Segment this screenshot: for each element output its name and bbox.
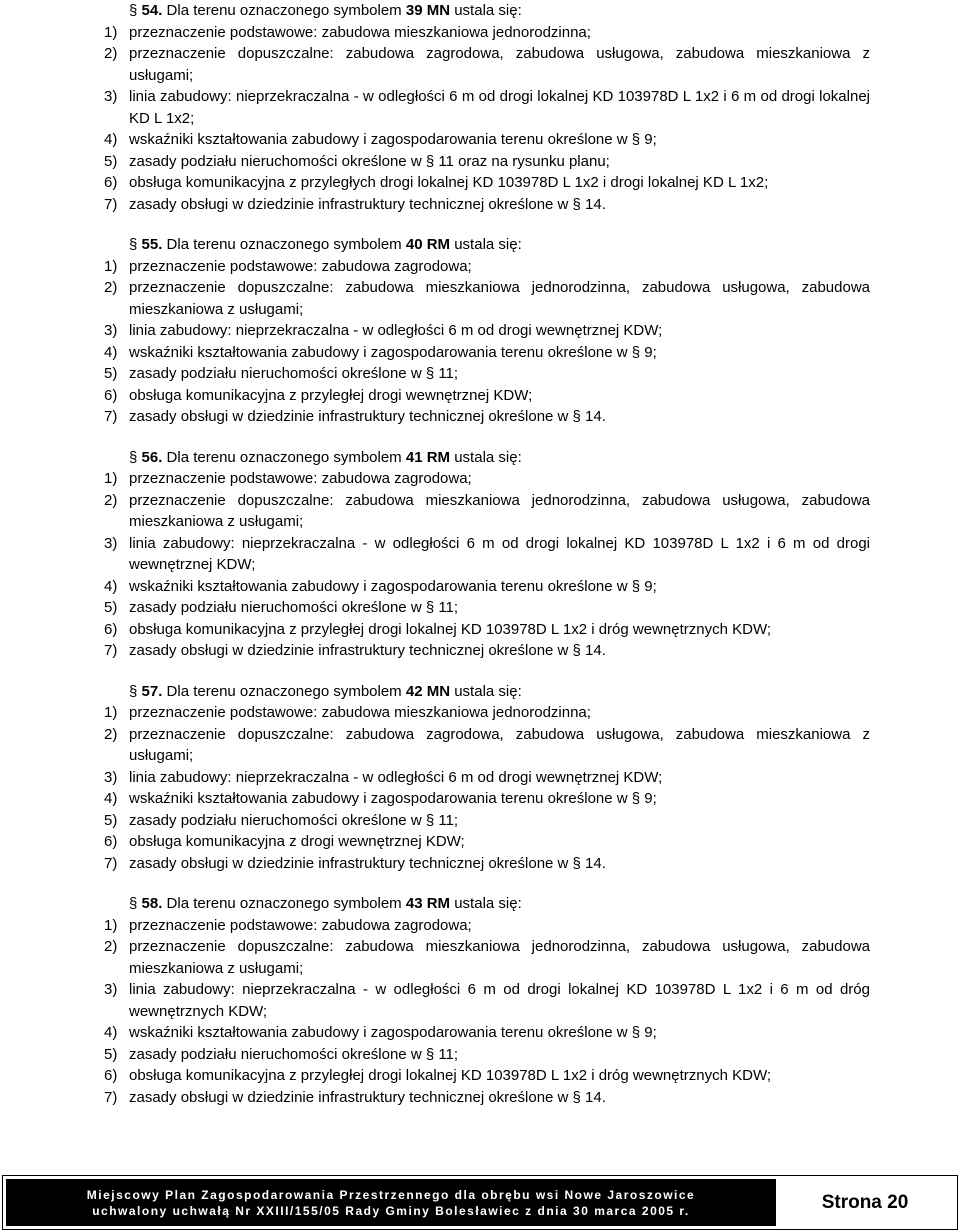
list-item-number: 7) — [104, 1088, 118, 1106]
list-item-number: 5) — [104, 599, 118, 616]
list-item-text: wskaźniki kształtowania zabudowy i zagospodarowania terenu określone w § 9; — [129, 577, 657, 595]
list-item-text: zasady podziału nieruchomości określone w § 11; — [129, 1045, 459, 1063]
list-item-text: wskaźniki kształtowania zabudowy i zagospodarowania terenu określone w § 9; — [129, 343, 657, 361]
list-item — [104, 936, 870, 979]
list-item — [104, 363, 870, 385]
section-58 — [104, 893, 870, 1108]
list-item — [104, 172, 870, 194]
section-symbol: 41 RM — [405, 448, 451, 466]
list-item-number: 2) — [104, 938, 118, 955]
section-intro: Dla terenu oznaczonego symbolem — [166, 236, 402, 253]
list-item-number: 4) — [104, 577, 118, 595]
section-number: 56. — [141, 448, 163, 466]
list-item-text: zasady podziału nieruchomości określone w § 11; — [129, 365, 459, 382]
section-outro: ustala się: — [454, 448, 522, 466]
list-item — [104, 129, 870, 151]
list-item-text: obsługa komunikacyjna z przyległej drogi lokalnej KD 103978D L 1x2 i dróg wewnętrznych KDW; — [129, 1067, 771, 1084]
list-item — [104, 320, 870, 342]
list-item — [104, 619, 870, 641]
list-item-number: 4) — [104, 343, 118, 361]
section-outro: ustala się: — [454, 682, 522, 700]
list-item-text: linia zabudowy: nieprzekraczalna - w odległości 6 m od drogi wewnętrznej KDW; — [129, 322, 663, 339]
list-item-number: 6) — [104, 833, 118, 850]
list-item-number: 3) — [104, 768, 118, 786]
section-number: 57. — [141, 682, 163, 700]
section-54 — [104, 0, 870, 215]
section-intro: Dla terenu oznaczonego symbolem — [166, 448, 402, 466]
list-item-text: linia zabudowy: nieprzekraczalna - w odległości 6 m od drogi lokalnej KD 103978D L 1x2 i 6 m od drogi lokalnej KD L 1x2; — [129, 88, 870, 127]
list-item — [104, 810, 870, 832]
section-intro: Dla terenu oznaczonego symbolem — [166, 682, 402, 700]
list-item-number: 3) — [104, 88, 118, 105]
list-item-text: linia zabudowy: nieprzekraczalna - w odległości 6 m od drogi lokalnej KD 103978D L 1x2 i 6 m od drogi wewnętrznej KDW; — [129, 534, 870, 573]
paragraph-sign: § — [129, 2, 142, 19]
list-item — [104, 468, 870, 490]
section-heading — [129, 0, 870, 22]
list-item — [104, 702, 870, 724]
list-item-number: 5) — [104, 1045, 118, 1063]
section-symbol: 40 RM — [405, 236, 451, 253]
list-item-number: 3) — [104, 322, 118, 339]
section-outro: ustala się: — [454, 236, 522, 253]
list-item — [104, 256, 870, 278]
footer-title-line-1: Miejscowy Plan Zagospodarowania Przestrzennego dla obrębu wsi Nowe Jaroszowice — [86, 1187, 696, 1202]
list-item — [104, 576, 870, 598]
paragraph-sign: § — [129, 448, 142, 466]
section-outro: ustala się: — [454, 2, 522, 19]
list-item-text: przeznaczenie dopuszczalne: zabudowa zagrodowa, zabudowa usługowa, zabudowa mieszkaniowa z usługami; — [129, 45, 870, 84]
list-item-text: zasady obsługi w dziedzinie infrastruktury technicznej określone w § 14. — [129, 408, 606, 425]
list-item-text: obsługa komunikacyjna z przyległej drogi wewnętrznej KDW; — [129, 386, 533, 404]
list-item-text: zasady podziału nieruchomości określone w § 11 oraz na rysunku planu; — [129, 152, 610, 170]
list-item-text: obsługa komunikacyjna z przyległych drogi lokalnej KD 103978D L 1x2 i drogi lokalnej KD L 1x2; — [129, 174, 769, 191]
list-item-number: 5) — [104, 811, 118, 829]
list-item-number: 4) — [104, 790, 118, 807]
list-item-text: zasady podziału nieruchomości określone w § 11; — [129, 811, 459, 829]
list-item-text: zasady podziału nieruchomości określone w § 11; — [129, 599, 459, 616]
list-item — [104, 43, 870, 86]
list-item — [104, 22, 870, 44]
section-heading — [129, 447, 870, 469]
list-item-text: wskaźniki kształtowania zabudowy i zagospodarowania terenu określone w § 9; — [129, 790, 657, 807]
list-item-number: 4) — [104, 131, 118, 148]
list-item-text: obsługa komunikacyjna z drogi wewnętrznej KDW; — [129, 833, 465, 850]
paragraph-sign: § — [129, 895, 142, 912]
section-symbol: 39 MN — [405, 2, 451, 19]
list-item-number: 2) — [104, 491, 118, 509]
footer-inner — [6, 1179, 954, 1226]
list-item-number: 5) — [104, 365, 118, 382]
list-item — [104, 1044, 870, 1066]
list-item-text: przeznaczenie dopuszczalne: zabudowa zagrodowa, zabudowa usługowa, zabudowa mieszkaniowa z usługami; — [129, 725, 870, 764]
list-item — [104, 831, 870, 853]
section-heading — [129, 681, 870, 703]
section-number: 58. — [141, 895, 163, 912]
list-item — [104, 979, 870, 1022]
list-item-number: 5) — [104, 152, 118, 170]
list-item — [104, 640, 870, 662]
list-item-number: 6) — [104, 386, 118, 404]
list-item-number: 7) — [104, 642, 118, 659]
list-item-text: przeznaczenie dopuszczalne: zabudowa mieszkaniowa jednorodzinna, zabudowa usługowa, zabudowa mieszkaniowa z usługami; — [129, 938, 870, 977]
list-item-number: 1) — [104, 470, 118, 487]
section-number: 54. — [141, 2, 163, 19]
list-item-text: przeznaczenie podstawowe: zabudowa mieszkaniowa jednorodzinna; — [129, 704, 591, 721]
section-symbol: 42 MN — [405, 682, 451, 700]
list-item-number: 6) — [104, 1067, 118, 1084]
section-55 — [104, 234, 870, 428]
footer-title-block — [6, 1179, 776, 1226]
list-item-text: przeznaczenie podstawowe: zabudowa zagrodowa; — [129, 916, 472, 934]
list-item-text: wskaźniki kształtowania zabudowy i zagospodarowania terenu określone w § 9; — [129, 1024, 657, 1041]
section-intro: Dla terenu oznaczonego symbolem — [166, 2, 402, 19]
list-item — [104, 1087, 870, 1109]
list-item-number: 2) — [104, 45, 118, 62]
list-item-text: zasady obsługi w dziedzinie infrastruktury technicznej określone w § 14. — [129, 1088, 606, 1106]
list-item-number: 1) — [104, 257, 118, 275]
page-footer — [2, 1175, 958, 1230]
list-item-number: 1) — [104, 704, 118, 721]
list-item-text: przeznaczenie podstawowe: zabudowa zagrodowa; — [129, 470, 472, 487]
list-item-number: 1) — [104, 23, 118, 41]
footer-title-line-2: uchwalony uchwałą Nr XXIII/155/05 Rady Gminy Bolesławiec z dnia 30 marca 2005 r. — [92, 1203, 690, 1218]
list-item — [104, 1022, 870, 1044]
list-item — [104, 277, 870, 320]
list-item-number: 6) — [104, 620, 118, 638]
list-item-text: zasady obsługi w dziedzinie infrastruktury technicznej określone w § 14. — [129, 195, 606, 213]
list-item-text: obsługa komunikacyjna z przyległej drogi lokalnej KD 103978D L 1x2 i dróg wewnętrznych KDW; — [129, 620, 771, 638]
list-item-text: zasady obsługi w dziedzinie infrastruktury technicznej określone w § 14. — [129, 854, 606, 872]
list-item — [104, 724, 870, 767]
list-item — [104, 915, 870, 937]
section-heading — [129, 234, 870, 256]
section-symbol: 43 RM — [405, 895, 451, 912]
list-item-number: 4) — [104, 1024, 118, 1041]
list-item — [104, 342, 870, 364]
list-item — [104, 788, 870, 810]
paragraph-sign: § — [129, 236, 142, 253]
section-heading — [129, 893, 870, 915]
list-item-text: przeznaczenie dopuszczalne: zabudowa mieszkaniowa jednorodzinna, zabudowa usługowa, zabudowa mieszkaniowa z usługami; — [129, 491, 870, 530]
list-item — [104, 853, 870, 875]
list-item — [104, 767, 870, 789]
section-57 — [104, 681, 870, 875]
list-item-number: 6) — [104, 174, 118, 191]
list-item-text: wskaźniki kształtowania zabudowy i zagospodarowania terenu określone w § 9; — [129, 131, 657, 148]
list-item — [104, 1065, 870, 1087]
section-56 — [104, 447, 870, 662]
list-item-number: 2) — [104, 279, 118, 296]
list-item-text: przeznaczenie podstawowe: zabudowa zagrodowa; — [129, 257, 472, 275]
list-item — [104, 406, 870, 428]
list-item — [104, 597, 870, 619]
section-intro: Dla terenu oznaczonego symbolem — [166, 895, 402, 912]
list-item-number: 1) — [104, 916, 118, 934]
list-item-text: zasady obsługi w dziedzinie infrastruktury technicznej określone w § 14. — [129, 642, 606, 659]
list-item — [104, 86, 870, 129]
list-item-number: 3) — [104, 534, 118, 552]
list-item-number: 7) — [104, 408, 118, 425]
list-item-number: 7) — [104, 854, 118, 872]
document-body — [104, 0, 870, 1127]
list-item-text: linia zabudowy: nieprzekraczalna - w odległości 6 m od drogi wewnętrznej KDW; — [129, 768, 663, 786]
page-number: Strona 20 — [821, 1191, 909, 1213]
list-item-text: przeznaczenie dopuszczalne: zabudowa mieszkaniowa jednorodzinna, zabudowa usługowa, zabudowa mieszkaniowa z usługami; — [129, 279, 870, 318]
list-item-text: linia zabudowy: nieprzekraczalna - w odległości 6 m od drogi lokalnej KD 103978D L 1x2 i 6 m od dróg wewnętrznych KDW; — [129, 981, 870, 1020]
list-item — [104, 194, 870, 216]
paragraph-sign: § — [129, 682, 142, 700]
list-item — [104, 151, 870, 173]
list-item — [104, 385, 870, 407]
list-item — [104, 533, 870, 576]
section-outro: ustala się: — [454, 895, 522, 912]
list-item-text: przeznaczenie podstawowe: zabudowa mieszkaniowa jednorodzinna; — [129, 23, 591, 41]
list-item-number: 3) — [104, 981, 118, 998]
list-item — [104, 490, 870, 533]
section-number: 55. — [141, 236, 163, 253]
list-item-number: 7) — [104, 195, 118, 213]
list-item-number: 2) — [104, 725, 118, 743]
